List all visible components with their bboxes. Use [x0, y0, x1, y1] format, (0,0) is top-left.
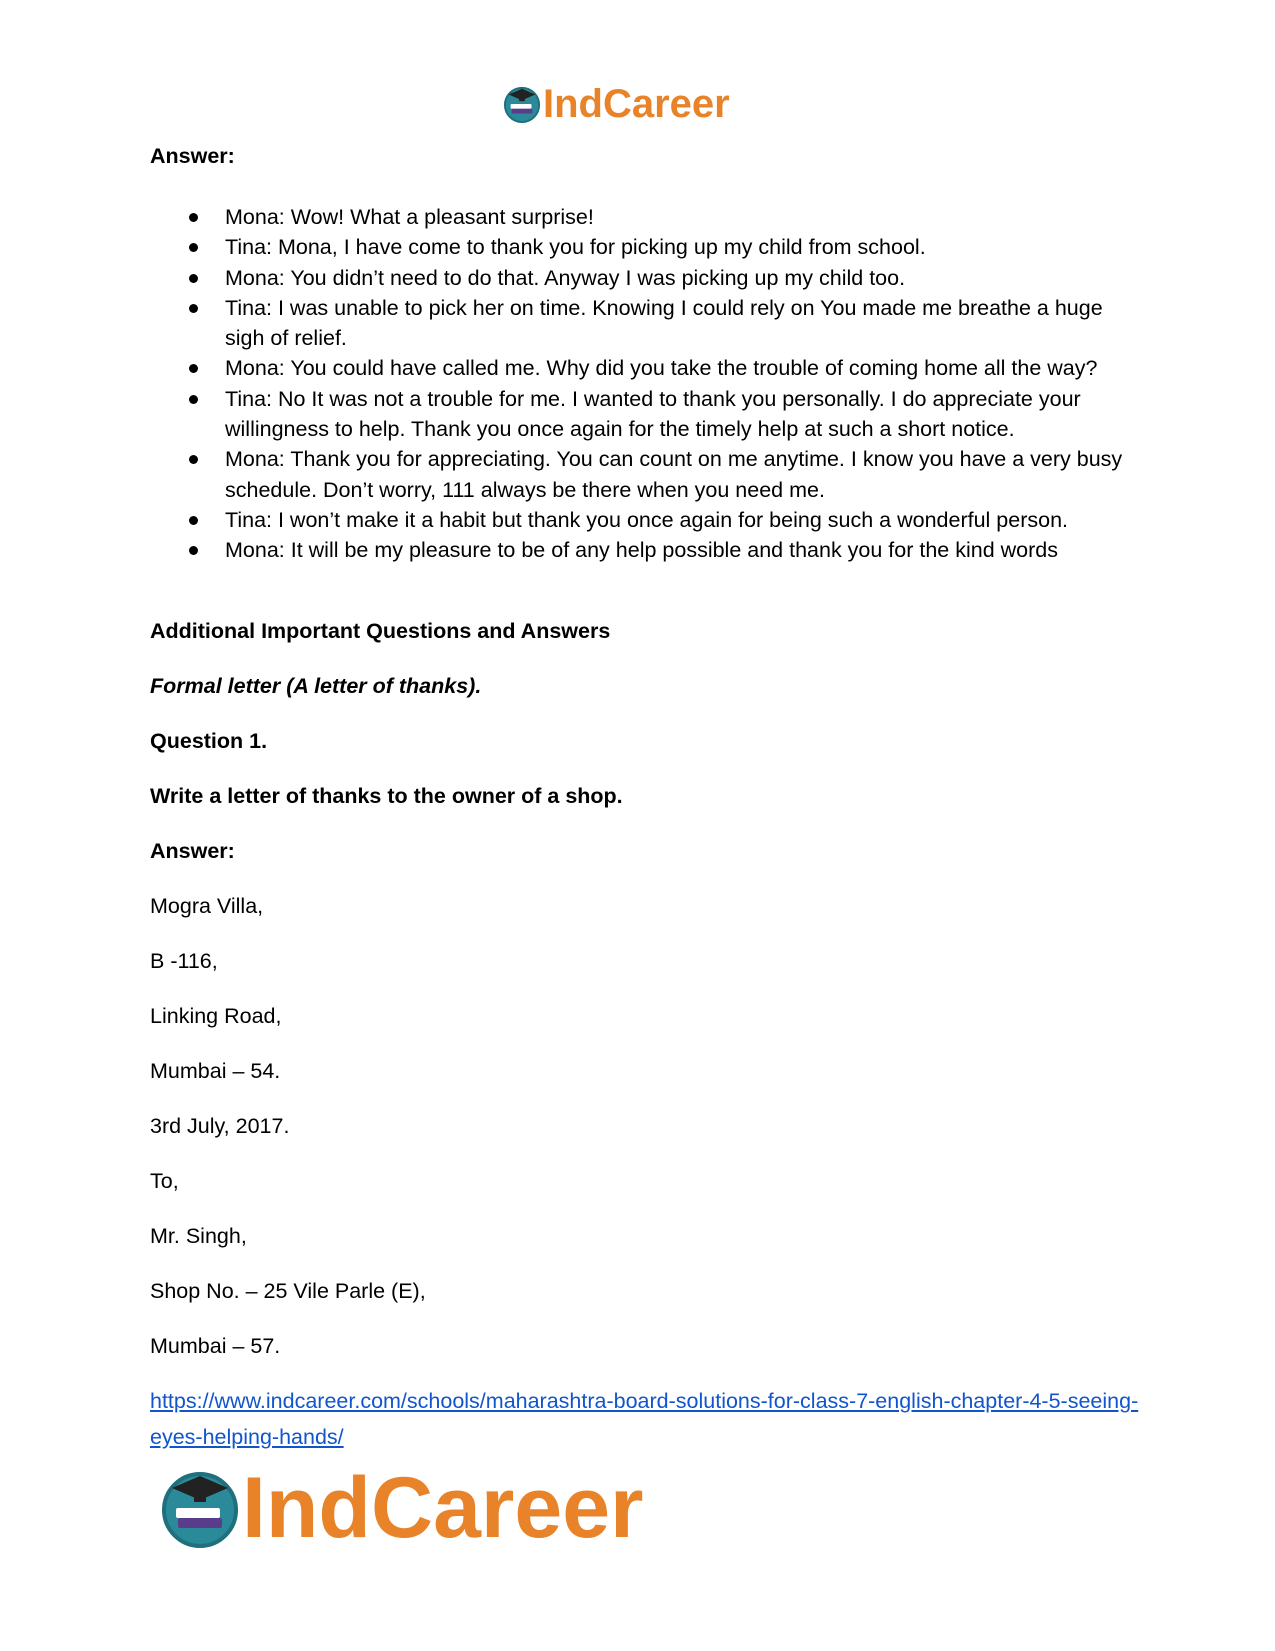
dialog-list	[150, 202, 1140, 566]
answer-label: Answer:	[150, 839, 235, 863]
dialog-item	[150, 202, 1140, 232]
dialog-text: Mona: It will be my pleasure to be of any help possible and thank you for the kind words	[225, 538, 1058, 563]
dialog-text: Mona: You didn’t need to do that. Anyway I was picking up my child too.	[225, 265, 906, 290]
recipient-line: Mumbai – 57.	[150, 1334, 281, 1358]
dialog-text: Mona: Thank you for appreciating. You can count on me anytime. I know you have a very busy schedule. Don’t worry, 111 always be there when you need me.	[225, 447, 1123, 502]
dialog-item	[150, 384, 1140, 445]
globe-book-icon	[503, 85, 541, 123]
question-text: Write a letter of thanks to the owner of a shop.	[150, 784, 623, 808]
bullet-icon	[189, 213, 198, 222]
footer-logo	[160, 1460, 644, 1556]
bullet-icon	[189, 274, 198, 283]
globe-book-icon	[160, 1468, 240, 1548]
bullet-icon	[189, 455, 198, 464]
letter-date: 3rd July, 2017.	[150, 1114, 290, 1138]
source-link[interactable]: https://www.indcareer.com/schools/maharashtra-board-solutions-for-class-7-english-chapter-4-5-seeing-eyes-helping-hands/	[150, 1389, 1139, 1449]
bullet-icon	[189, 395, 198, 404]
sender-address-line: Linking Road,	[150, 1004, 282, 1028]
bullet-icon	[189, 364, 198, 373]
sender-address-line: B -116,	[150, 949, 218, 973]
dialog-item	[150, 353, 1140, 383]
dialog-item	[150, 293, 1140, 354]
dialog-text: Tina: I was unable to pick her on time. Knowing I could rely on You made me breathe a huge sigh of relief.	[225, 295, 1103, 351]
dialog-item	[150, 505, 1140, 535]
sender-address-line: Mumbai – 54.	[150, 1059, 281, 1083]
subsection-title: Formal letter (A letter of thanks).	[150, 674, 482, 698]
question-label: Question 1.	[150, 729, 268, 753]
dialog-text: Tina: No It was not a trouble for me. I wanted to thank you personally. I do appreciate your willingness to help. Thank you once again for the timely help at such a short notice.	[225, 386, 1081, 442]
dialog-item	[150, 444, 1140, 505]
header-logo	[503, 82, 730, 126]
answer-heading: Answer:	[150, 144, 235, 168]
dialog-item	[150, 232, 1140, 262]
to-label: To,	[150, 1169, 179, 1193]
bullet-icon	[189, 546, 198, 555]
brand-wordmark: IndCareer	[543, 82, 730, 126]
dialog-text: Mona: You could have called me. Why did you take the trouble of coming home all the way?	[225, 356, 1098, 381]
bullet-icon	[189, 243, 198, 252]
dialog-text: Tina: I won’t make it a habit but thank you once again for being such a wonderful person.	[225, 507, 1068, 532]
bullet-icon	[189, 304, 198, 313]
dialog-text: Mona: Wow! What a pleasant surprise!	[225, 205, 594, 229]
recipient-line: Shop No. – 25 Vile Parle (E),	[150, 1279, 426, 1303]
bullet-icon	[189, 516, 198, 525]
dialog-text: Tina: Mona, I have come to thank you for picking up my child from school.	[225, 235, 926, 260]
sender-address-line: Mogra Villa,	[150, 894, 264, 918]
dialog-item	[150, 263, 1140, 293]
section-title: Additional Important Questions and Answers	[150, 619, 611, 643]
dialog-item	[150, 535, 1140, 565]
brand-wordmark: IndCareer	[242, 1460, 644, 1556]
recipient-line: Mr. Singh,	[150, 1224, 247, 1248]
